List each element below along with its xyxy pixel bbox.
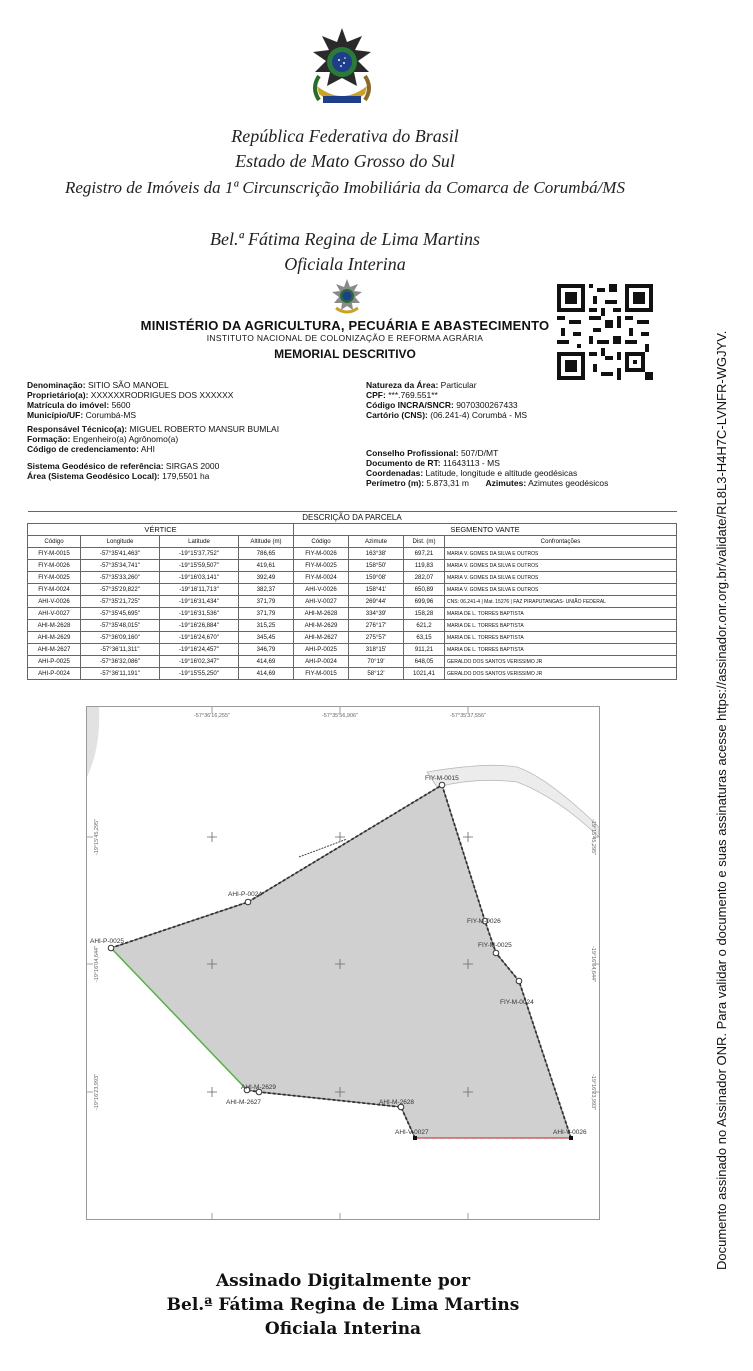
table-cell: FIY-M-0026 — [294, 548, 349, 560]
table-row — [28, 620, 677, 632]
table-cell: 414,69 — [239, 656, 294, 668]
table-cell: -57°36'09,160" — [81, 632, 160, 644]
map-shaded-area-left — [87, 707, 99, 777]
table-cell: -57°35'41,463" — [81, 548, 160, 560]
coat-of-arms-emblem — [305, 26, 379, 116]
label-ahi-m-2629: AHI-M-2629 — [241, 1084, 277, 1091]
matricula-value: 5600 — [111, 400, 131, 410]
table-cell: MARIA DE L. TORRES BAPTISTA — [445, 608, 677, 620]
table-cell: -57°35'21,725" — [81, 596, 160, 608]
col-codigo: Código — [28, 536, 81, 548]
municipio-value: Corumbá-MS — [85, 410, 137, 420]
map-left-tick-2: -19°16'04,644" — [94, 945, 100, 983]
parcel-table-body — [28, 548, 677, 680]
table-cell: 63,15 — [404, 632, 445, 644]
map-right-tick-3: -19°16'23,993" — [590, 1073, 596, 1111]
table-cell: FIY-M-0015 — [294, 668, 349, 680]
table-cell: 318°15' — [349, 644, 404, 656]
label-ahi-p-0024: AHI-P-0024 — [228, 891, 262, 898]
col-latitude: Latitude — [160, 536, 239, 548]
col-distance: Dist. (m) — [404, 536, 445, 548]
technical-info-left: Responsável Técnico(a): MIGUEL ROBERTO MANSUR BUMLAI Formação: Engenheiro(a) Agrônomo(a) Código de credenciamento: AHI — [27, 424, 280, 454]
table-cell: -57°35'33,260" — [81, 572, 160, 584]
table-cell: 58°12' — [349, 668, 404, 680]
table-cell: -57°35'48,015" — [81, 620, 160, 632]
col-altitude: Altitude (m) — [239, 536, 294, 548]
responsavel-value: MIGUEL ROBERTO MANSUR BUMLAI — [129, 424, 280, 434]
label-ahi-m-2628: AHI-M-2628 — [379, 1099, 415, 1106]
table-cell: MARIA V. GOMES DA SILVA E OUTROS — [445, 560, 677, 572]
officer-name: Bel.ª Fátima Regina de Lima Martins — [210, 229, 480, 249]
credenciamento-value: AHI — [140, 444, 156, 454]
map-right-tick-1: -19°15'45,295" — [590, 818, 596, 856]
table-cell: -19°15'55,250" — [160, 668, 239, 680]
map-right-tick-2: -19°16'04,644" — [590, 945, 596, 983]
natureza-value: Particular — [440, 380, 477, 390]
col-azimute: Azimute — [349, 536, 404, 548]
table-cell: FIY-M-0025 — [28, 572, 81, 584]
qr-code[interactable] — [557, 284, 653, 380]
table-cell: 650,89 — [404, 584, 445, 596]
table-cell: 269°44' — [349, 596, 404, 608]
table-cell: MARIA DE L. TORRES BAPTISTA — [445, 620, 677, 632]
table-cell: AHI-V-0027 — [294, 596, 349, 608]
coordenadas-value: Latitude, longitude e altitude geodésicas — [425, 468, 578, 478]
col-longitude: Longitude — [81, 536, 160, 548]
segment-group-header: SEGMENTO VANTE — [294, 524, 677, 536]
table-title: DESCRIÇÃO DA PARCELA — [28, 512, 677, 524]
col-confrontacoes: Confrontações — [445, 536, 677, 548]
cpf-value: ***.769.551** — [388, 390, 438, 400]
table-cell: 315,25 — [239, 620, 294, 632]
parcel-map-drawing — [87, 707, 599, 1219]
incra-value: 9070300267433 — [456, 400, 518, 410]
label-ahi-p-0025: AHI-P-0025 — [90, 938, 124, 945]
perimetro-value: 5.873,31 m — [426, 478, 469, 488]
table-row — [28, 548, 677, 560]
header-republic: República Federativa do Brasil — [231, 126, 459, 146]
documento-rt-value: 11643113 - MS — [443, 458, 500, 468]
table-cell: MARIA V. GOMES DA SILVA E OUTROS — [445, 584, 677, 596]
table-row — [28, 668, 677, 680]
col-codigo-segment: Código — [294, 536, 349, 548]
table-cell: 911,21 — [404, 644, 445, 656]
table-cell: -57°35'29,822" — [81, 584, 160, 596]
footer-signer-name: Bel.ª Fátima Regina de Lima Martins — [166, 1295, 520, 1315]
cartorio-value: (06.241-4) Corumbá - MS — [430, 410, 528, 420]
table-cell: 275°57' — [349, 632, 404, 644]
table-cell: 345,45 — [239, 632, 294, 644]
map-top-tick-1: -57°36'16,255" — [193, 713, 231, 719]
table-cell: 158°41' — [349, 584, 404, 596]
table-cell: -19°16'24,670" — [160, 632, 239, 644]
table-cell: AHI-M-2628 — [294, 608, 349, 620]
table-cell: AHI-P-0025 — [28, 656, 81, 668]
table-cell: GERALDO DOS SANTOS VERISSIMO JR — [445, 668, 677, 680]
table-cell: -19°16'31,536" — [160, 608, 239, 620]
label-ahi-v-0027: AHI-V-0027 — [395, 1129, 429, 1136]
label-ahi-v-0026: AHI-V-0026 — [553, 1129, 587, 1136]
azimutes-value: Azimutes geodésicos — [528, 478, 609, 488]
table-cell: -19°15'37,752" — [160, 548, 239, 560]
parcel-table — [27, 511, 677, 680]
table-cell: AHI-V-0027 — [28, 608, 81, 620]
table-row — [28, 656, 677, 668]
formacao-value: Engenheiro(a) Agrônomo(a) — [72, 434, 179, 444]
table-cell: -57°36'11,311" — [81, 644, 160, 656]
header-registry: Registro de Imóveis da 1ª Circunscrição Imobiliária da Comarca de Corumbá/MS — [65, 178, 625, 197]
table-cell: 786,65 — [239, 548, 294, 560]
technical-info-right: Conselho Profissional: 507/D/MT Documento de RT: 11643113 - MS Coordenadas: Latitude, longitude e altitude geodésicas Perímetro (m): 5.873,31 m Azimutes: Azimutes geodésicos — [366, 448, 609, 488]
label-fiy-m-0024: FIY-M-0024 — [500, 999, 534, 1006]
vertex-group-header: VÉRTICE — [28, 524, 294, 536]
table-cell: 371,79 — [239, 608, 294, 620]
table-cell: MARIA DE L. TORRES BAPTISTA — [445, 632, 677, 644]
table-cell: -19°16'31,434" — [160, 596, 239, 608]
table-row — [28, 644, 677, 656]
table-cell: FIY-M-0024 — [28, 584, 81, 596]
table-cell: -19°15'59,507" — [160, 560, 239, 572]
parcel-map[interactable] — [86, 706, 600, 1220]
table-cell: -57°36'11,191" — [81, 668, 160, 680]
table-cell: 158,28 — [404, 608, 445, 620]
table-cell: AHI-V-0026 — [294, 584, 349, 596]
table-cell: FIY-M-0024 — [294, 572, 349, 584]
table-cell: -57°36'32,086" — [81, 656, 160, 668]
map-left-tick-3: -19°16'23,993" — [94, 1073, 100, 1111]
officer-title: Oficiala Interina — [284, 254, 406, 274]
table-cell: 159°08' — [349, 572, 404, 584]
geodetic-info-left: Sistema Geodésico de referência: SIRGAS 2000 Área (Sistema Geodésico Local): 179,5501 ha — [27, 461, 220, 481]
property-info-left: Denominação: SITIO SÃO MANOEL Proprietário(a): XXXXXXRODRIGUES DOS XXXXXX Matrícula do imóvel: 5600 Município/UF: Corumbá-MS — [27, 380, 234, 420]
table-cell: 697,21 — [404, 548, 445, 560]
ministry-title: MINISTÉRIO DA AGRICULTURA, PECUÁRIA E ABASTECIMENTO — [140, 318, 550, 333]
table-cell: 621,2 — [404, 620, 445, 632]
label-fiy-m-0026: FIY-M-0026 — [467, 918, 501, 925]
table-cell: AHI-V-0026 — [28, 596, 81, 608]
table-cell: FIY-M-0015 — [28, 548, 81, 560]
table-cell: MARIA DE L. TORRES BAPTISTA — [445, 644, 677, 656]
table-row — [28, 572, 677, 584]
table-cell: GERALDO DOS SANTOS VERISSIMO JR — [445, 656, 677, 668]
sistema-value: SIRGAS 2000 — [165, 461, 220, 471]
table-row — [28, 584, 677, 596]
small-coat-of-arms-emblem — [328, 278, 366, 316]
parcel-table-container — [27, 511, 677, 680]
label-ahi-m-2627: AHI-M-2627 — [226, 1099, 262, 1106]
table-cell: 1021,41 — [404, 668, 445, 680]
table-cell: -57°35'34,741" — [81, 560, 160, 572]
table-cell: AHI-P-0025 — [294, 644, 349, 656]
table-cell: -19°16'03,141" — [160, 572, 239, 584]
table-cell: 392,49 — [239, 572, 294, 584]
vertex-marker-ahiv26 — [569, 1136, 573, 1140]
table-row — [28, 632, 677, 644]
label-fiy-m-0015: FIY-M-0015 — [425, 775, 459, 782]
vertex-marker-ahiv27 — [413, 1136, 417, 1140]
table-cell: AHI-M-2629 — [28, 632, 81, 644]
table-cell: CNS: 06.241-4 | Mat. 15276 | FAZ PIRAPUTANGAS- UNIÃO FEDERAL — [445, 596, 677, 608]
table-cell: 648,05 — [404, 656, 445, 668]
table-cell: 414,69 — [239, 668, 294, 680]
validation-side-note[interactable]: Documento assinado no Assinador ONR. Para validar o documento e suas assinaturas acesse https://assinador.onr.org.br/validate/RL8L3-H4H7C-LVNFR-WGJYV. — [714, 330, 729, 1270]
table-cell: FIY-M-0026 — [28, 560, 81, 572]
institute-subtitle: INSTITUTO NACIONAL DE COLONIZAÇÃO E REFORMA AGRÁRIA — [206, 333, 484, 343]
property-info-right: Natureza da Área: Particular CPF: ***.769.551** Código INCRA/SNCR: 9070300267433 Cartório (CNS): (06.241-4) Corumbá - MS — [366, 380, 528, 420]
table-cell: MARIA V. GOMES DA SILVA E OUTROS — [445, 548, 677, 560]
table-cell: 346,79 — [239, 644, 294, 656]
table-cell: AHI-P-0024 — [294, 656, 349, 668]
table-cell: 419,61 — [239, 560, 294, 572]
table-cell: -19°16'02,347" — [160, 656, 239, 668]
area-value: 179,5501 ha — [162, 471, 210, 481]
table-cell: 382,37 — [239, 584, 294, 596]
table-cell: -57°35'45,695" — [81, 608, 160, 620]
table-cell: AHI-P-0024 — [28, 668, 81, 680]
table-header-row — [28, 536, 677, 548]
table-cell: AHI-M-2629 — [294, 620, 349, 632]
table-cell: AHI-M-2628 — [28, 620, 81, 632]
table-cell: 282,07 — [404, 572, 445, 584]
table-cell: 70°19' — [349, 656, 404, 668]
table-cell: -19°16'24,457" — [160, 644, 239, 656]
table-cell: AHI-M-2627 — [28, 644, 81, 656]
map-top-tick-2: -57°35'56,906" — [321, 713, 359, 719]
footer-signed-by: Assinado Digitalmente por — [215, 1271, 471, 1291]
table-cell: 158°50' — [349, 560, 404, 572]
table-cell: 119,83 — [404, 560, 445, 572]
table-cell: MARIA V. GOMES DA SILVA E OUTROS — [445, 572, 677, 584]
document-title: MEMORIAL DESCRITIVO — [274, 347, 416, 361]
label-fiy-m-0025: FIY-M-0025 — [478, 942, 512, 949]
map-left-tick-1: -19°15'45,295" — [94, 818, 100, 856]
table-row — [28, 608, 677, 620]
table-cell: 163°38' — [349, 548, 404, 560]
table-cell: 276°17' — [349, 620, 404, 632]
table-cell: -19°16'11,713" — [160, 584, 239, 596]
table-cell: 334°39' — [349, 608, 404, 620]
table-cell: 699,96 — [404, 596, 445, 608]
table-cell: 371,79 — [239, 596, 294, 608]
proprietario-value: XXXXXXRODRIGUES DOS XXXXXX — [90, 390, 234, 400]
table-cell: -19°16'26,884" — [160, 620, 239, 632]
map-top-tick-3: -57°35'37,556" — [449, 713, 487, 719]
table-row — [28, 560, 677, 572]
table-cell: FIY-M-0025 — [294, 560, 349, 572]
footer-signer-title: Oficiala Interina — [264, 1319, 422, 1339]
header-state: Estado de Mato Grosso do Sul — [235, 151, 455, 171]
table-cell: AHI-M-2627 — [294, 632, 349, 644]
table-row — [28, 596, 677, 608]
denominacao-value: SITIO SÃO MANOEL — [87, 380, 169, 390]
conselho-value: 507/D/MT — [460, 448, 499, 458]
